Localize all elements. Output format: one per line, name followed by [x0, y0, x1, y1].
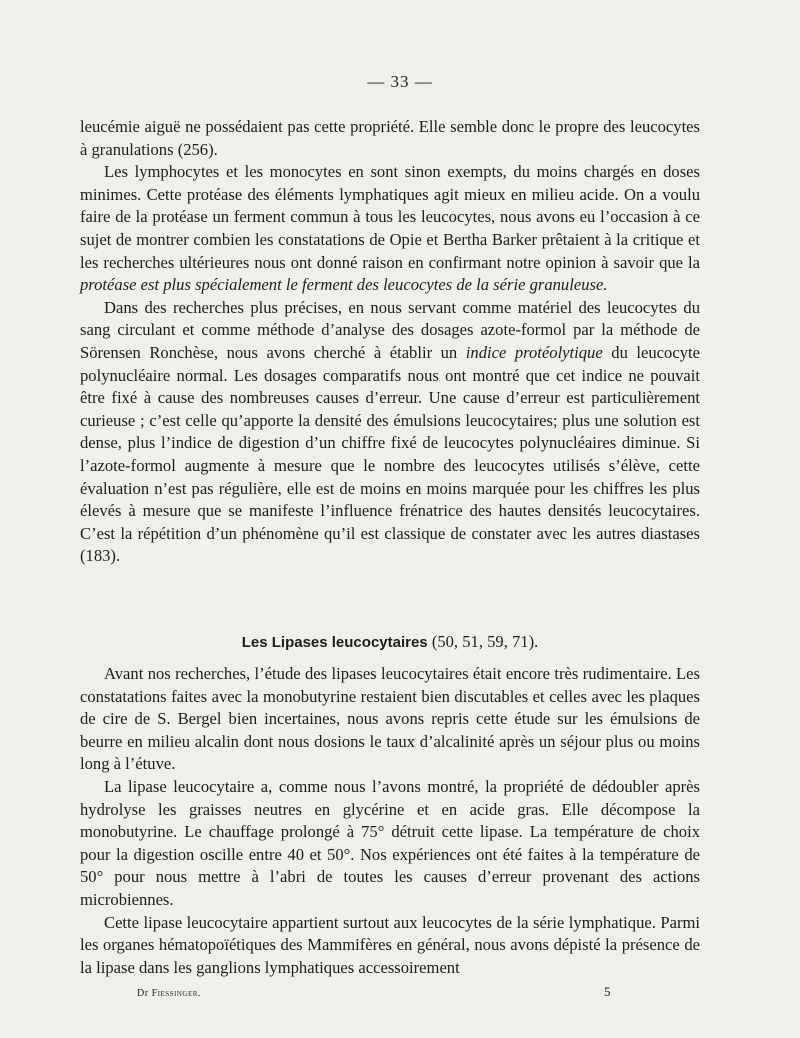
- paragraph-text: Les lymphocytes et les monocytes en sont sinon exempts, du moins chargés en doses minimes. Cette protéase des éléments lymphatiques agit mieux en milieu acide. On a voulu faire de la protéase un ferment commun à tous les leucocytes, nous avons eu l’occasion à ce sujet de montrer combien les constatations de Opie et Bertha Barker prêtaient à la critique et les recherches ultérieures nous ont donné raison en confirmant notre opinion à savoir que la: [80, 162, 700, 272]
- italic-emphasis: indice protéolytique: [465, 342, 603, 362]
- heading-references: (50, 51, 59, 71).: [431, 632, 539, 651]
- italic-emphasis: protéase est plus spécialement le ferment des leucocytes de la série granuleuse.: [80, 275, 608, 295]
- author-prefix: Dr: [137, 988, 149, 999]
- paragraph-text: du leucocyte polynucléaire normal. Les dosages comparatifs nous ont montré que cet indice ne pouvait être fixé à cause des nombreuses causes d’erreur. Une cause d’erreur est particulièrement curieuse ; c’est celle qu’apporte la densité des émulsions leucocytaires; plus une solution est dense, plus l’indice de digestion d’un chiffre fixé de leucocytes polynucléaires diminue. Si l’azote-formol augmente à mesure que le nombre des leucocytes utilisés s’élève, cette évaluation n’est pas régulière, elle est de moins en moins marquée pour les chiffres les plus élevés à mesure que se manifeste l’influence frénatrice des hautes densités leucocytaires. C’est la répétition d’un phénomène qu’il est classique de constater avec les autres diastases (183).: [80, 342, 700, 566]
- heading-title: Les Lipases leucocytaires: [241, 634, 428, 651]
- paragraph: La lipase leucocytaire a, comme nous l’avons montré, la propriété de dédoubler après hydrolyse les graisses neutres en glycérine et en acide gras. Elle décompose la monobutyrine. Le chauffage prolongé à 75° détruit cette lipase. La température de choix pour la digestion oscille entre 40 et 50°. Nos expériences ont été faites à la température de 50° pour nous mettre à l’abri de toutes les causes d’erreur provenant des actions microbiennes.: [80, 776, 700, 909]
- paragraph: Avant nos recherches, l’étude des lipases leucocytaires était encore très rudimentaire. Les constatations faites avec la monobutyrine restaient bien discutables et celles avec les plaques de cire de S. Bergel bien incertaines, nous avons repris cette étude sur les émulsions de beurre en milieu alcalin dont nous dosions le taux d’alcalinité après un séjour plus ou moins long à l’étuve.: [80, 664, 700, 774]
- paragraph: Cette lipase leucocytaire appartient surtout aux leucocytes de la série lymphatique. Parmi les organes hématopoïétiques des Mammifères en général, nous avons dépisté la présence de la lipase dans les ganglions lymphatiques accessoirement: [80, 912, 700, 977]
- paragraph: [80, 161, 700, 297]
- paragraph: [80, 297, 700, 568]
- body-text-lower: [80, 663, 700, 979]
- footer-author: [137, 988, 201, 999]
- signature-number: 5: [604, 984, 611, 999]
- author-name: Fiessinger.: [151, 988, 201, 999]
- section-heading: [80, 632, 700, 652]
- body-text-upper: [80, 116, 700, 568]
- page-number: — 33 —: [367, 72, 433, 91]
- paragraph-text: Dans des recherches plus précises, en nous servant comme matériel des leucocytes du sang circulant et comme méthode d’analyse des dosages azote-formol par la méthode de Sörensen Ronchèse, nous avons cherché à établir un: [80, 297, 700, 362]
- paragraph: leucémie aiguë ne possédaient pas cette propriété. Elle semble donc le propre des leucocytes à granulations (256).: [80, 117, 700, 159]
